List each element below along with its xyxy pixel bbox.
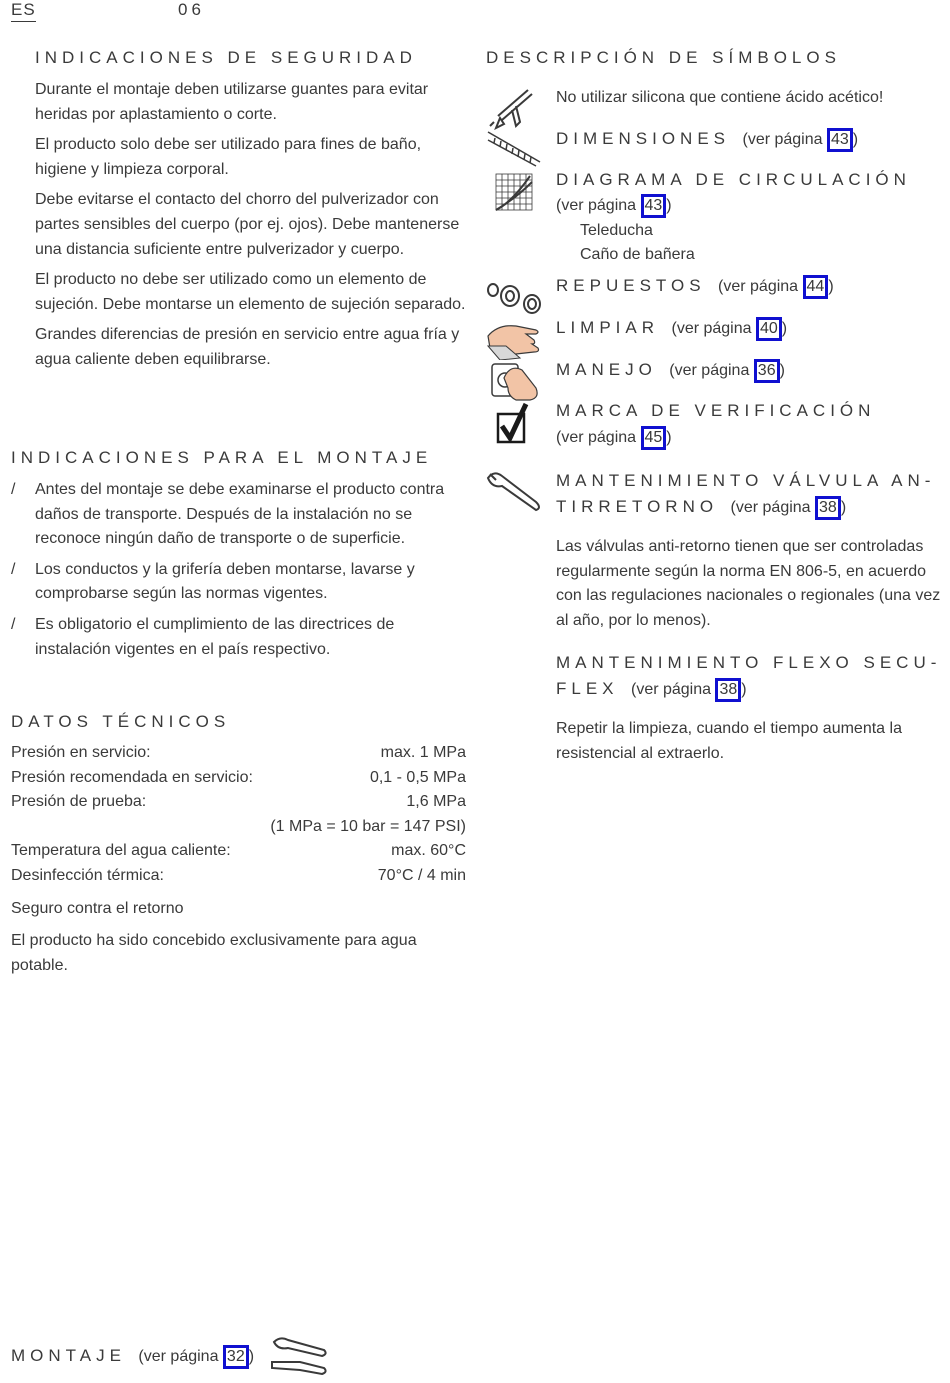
see-page-text: (ver página	[556, 197, 637, 214]
valve-page-link[interactable]: 38	[815, 496, 841, 520]
see-page-text: (ver página	[630, 681, 712, 698]
clean-page-link[interactable]: 40	[756, 317, 782, 341]
handling-page-link[interactable]: 36	[754, 359, 780, 383]
list-item: / Los conductos y la grifería deben montarse, lavarse y comprobarse según las normas vigentes.	[11, 558, 466, 607]
clean-entry: LIMPIAR (ver página 40 )	[556, 317, 941, 341]
tech-heading: DATOS TÉCNICOS	[11, 712, 231, 731]
ruler-icon	[486, 128, 542, 172]
valve-description: Las válvulas anti-retorno tienen que ser controladas regularmente según la norma EN 806-5, en acuerdo con las regulaciones nacionales o regionales (una vez al año, por lo menos).	[556, 538, 941, 629]
spare-parts-icon	[486, 276, 542, 320]
dimensions-entry: DIMENSIONES (ver página 43 )	[556, 128, 941, 152]
montage-title: MONTAJE	[11, 1346, 126, 1365]
safety-paragraph: El producto solo debe ser utilizado para fines de baño, higiene y limpieza corporal.	[35, 136, 422, 178]
flow-page-link[interactable]: 43	[641, 194, 667, 218]
valve-entry: MANTENIMIENTO VÁLVULA AN- TIRRETORNO (ver página 38 )	[556, 468, 941, 520]
flexo-page-link[interactable]: 38	[715, 678, 741, 702]
valve-title: MANTENIMIENTO VÁLVULA AN-	[556, 471, 936, 490]
handling-title: MANEJO	[556, 360, 657, 379]
table-row: Desinfección térmica: 70°C / 4 min	[11, 866, 466, 884]
bullet-slash: /	[11, 481, 16, 498]
see-page-text: (ver página	[671, 320, 752, 337]
pressure-conversion: (1 MPa = 10 bar = 147 PSI)	[270, 817, 466, 835]
safety-paragraph: El producto no debe ser utilizado como un elemento de sujeción. Debe montarse un elemento de sujeción separado.	[35, 271, 466, 313]
table-row: Temperatura del agua caliente: max. 60°C	[11, 842, 466, 860]
assembly-heading: INDICACIONES PARA EL MONTAJE	[11, 448, 433, 467]
check-page-ref: (ver página 45 )	[556, 426, 672, 451]
check-entry	[556, 401, 941, 421]
safety-paragraph: Grandes diferencias de presión en servicio entre agua fría y agua caliente deben equilibrarse.	[35, 326, 460, 368]
flow-item-bath-spout: Caño de bañera	[580, 246, 695, 264]
list-item: / Es obligatorio el cumplimiento de las directrices de instalación vigentes en el país respectivo.	[11, 613, 466, 662]
page-number: 06	[178, 0, 205, 19]
see-page-text: (ver página	[742, 131, 823, 148]
safety-heading: INDICACIONES DE SEGURIDAD	[35, 48, 417, 67]
tools-icon	[270, 1336, 328, 1376]
language-code: ES	[11, 0, 36, 22]
table-row: Presión en servicio: max. 1 MPa	[11, 744, 466, 761]
flexo-entry: MANTENIMIENTO FLEXO SECU- FLEX (ver página 38 )	[556, 650, 941, 702]
wrench-icon	[486, 468, 542, 512]
flow-item-handshower: Teleducha	[580, 221, 653, 239]
flexo-description: Repetir la limpieza, cuando el tiempo aumenta la resistencial al extraerlo.	[556, 720, 902, 762]
assembly-section	[11, 478, 466, 668]
potable-text: El producto ha sido concebido exclusivamente para agua potable.	[11, 932, 417, 974]
clean-title: LIMPIAR	[556, 318, 660, 337]
handling-icon	[486, 358, 542, 402]
bullet-slash: /	[11, 560, 16, 578]
spares-page-link[interactable]: 44	[803, 275, 829, 299]
flow-diagram-icon	[486, 172, 542, 216]
see-page-text: (ver página	[556, 429, 637, 446]
flexo-title-cont: FLEX	[556, 679, 619, 698]
see-page-text: (ver página	[730, 499, 811, 516]
backflow-text: Seguro contra el retorno	[11, 899, 184, 917]
silicone-warning: No utilizar silicona que contiene ácido acético!	[556, 89, 884, 106]
flow-page-ref: (ver página 43 ) Teleducha Caño de bañera	[556, 194, 695, 268]
tech-table	[11, 741, 466, 978]
spares-entry: REPUESTOS (ver página 44 )	[556, 275, 941, 299]
see-page-text: (ver página	[669, 362, 750, 379]
check-page-link[interactable]: 45	[641, 426, 667, 450]
valve-title-cont: TIRRETORNO	[556, 497, 719, 516]
cleaning-hand-icon	[486, 316, 542, 360]
dimensions-title: DIMENSIONES	[556, 129, 731, 148]
flow-diagram-entry	[556, 170, 941, 190]
table-row: Presión de prueba: 1,6 MPa	[11, 793, 466, 811]
flow-title: DIAGRAMA DE CIRCULACIÓN	[556, 170, 911, 189]
montage-page-link[interactable]: 32	[223, 1345, 249, 1369]
safety-paragraph: Durante el montaje deben utilizarse guantes para evitar heridas por aplastamiento o corte.	[35, 81, 429, 123]
symbols-heading: DESCRIPCIÓN DE SÍMBOLOS	[486, 48, 841, 67]
safety-section	[11, 78, 466, 379]
flexo-title: MANTENIMIENTO FLEXO SECU-	[556, 653, 942, 672]
see-page-text: (ver página	[718, 278, 799, 295]
list-item: / Antes del montaje se debe examinarse el producto contra daños de transporte. Después de la instalación no se reconoce ningún daño de transporte o de superficie.	[11, 478, 466, 552]
dimensions-page-link[interactable]: 43	[827, 128, 853, 152]
see-page-text: (ver página	[138, 1348, 219, 1365]
table-row: Presión recomendada en servicio: 0,1 - 0,5 MPa	[11, 768, 466, 786]
safety-paragraph: Debe evitarse el contacto del chorro del pulverizador con partes sensibles del cuerpo (por ej. ojos). Debe mantenerse una distancia suficiente entre pulverizador y cuerpo.	[35, 191, 460, 258]
montage-footer: MONTAJE (ver página 32 )	[11, 1344, 254, 1370]
handling-entry: MANEJO (ver página 36 )	[556, 359, 941, 383]
checkmark-icon	[486, 402, 542, 446]
spares-title: REPUESTOS	[556, 276, 706, 295]
check-title: MARCA DE VERIFICACIÓN	[556, 401, 876, 420]
silicone-gun-icon	[486, 86, 542, 130]
bullet-slash: /	[11, 615, 16, 633]
